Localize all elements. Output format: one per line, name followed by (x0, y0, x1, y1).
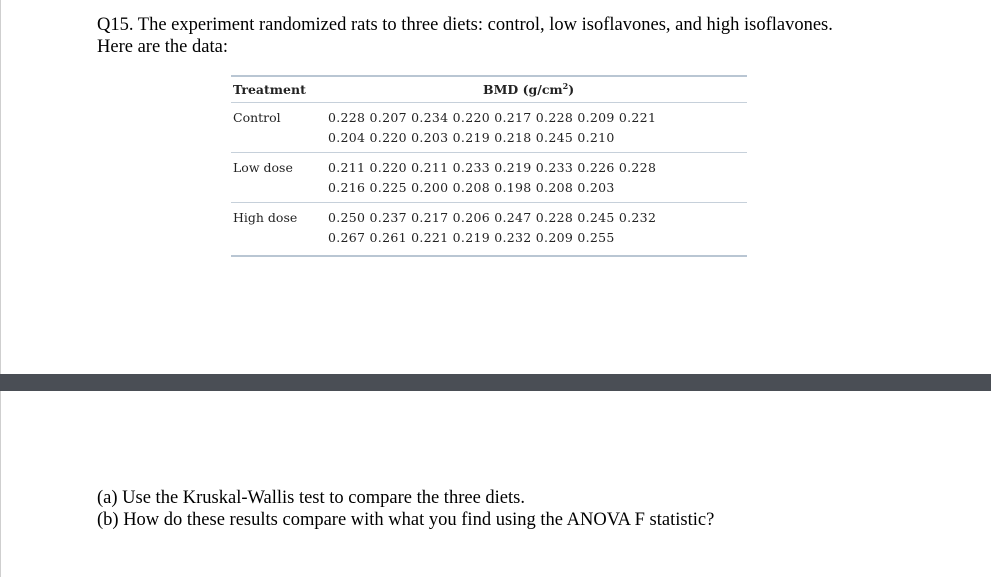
page-2 (0, 391, 991, 577)
question-text (97, 14, 957, 58)
header-bmd-text: BMD (g/cm (483, 82, 563, 98)
header-treatment: Treatment (233, 82, 306, 97)
header-bmd-sup: 2 (562, 81, 569, 92)
row-values-line-2: 0.216 0.225 0.200 0.208 0.198 0.208 0.203 (328, 180, 615, 195)
table-row-low-dose (231, 153, 747, 202)
row-values-line-2: 0.267 0.261 0.221 0.219 0.232 0.209 0.255 (328, 230, 615, 245)
row-values-line-1: 0.211 0.220 0.211 0.233 0.219 0.233 0.226 0.228 (328, 160, 657, 175)
table-header (231, 77, 747, 102)
row-values-line-1: 0.228 0.207 0.234 0.220 0.217 0.228 0.209 0.221 (328, 110, 657, 125)
table-row-control (231, 103, 747, 152)
header-bmd (328, 81, 747, 97)
row-values-control (328, 108, 747, 148)
row-values-line-1: 0.250 0.237 0.217 0.206 0.247 0.228 0.245 0.232 (328, 210, 657, 225)
row-label-high-dose: High dose (233, 210, 298, 225)
part-b: (b) How do these results compare with what you find using the ANOVA F statistic? (97, 510, 715, 530)
bmd-data-table (231, 75, 747, 257)
page-separator (0, 374, 991, 391)
table-bottom-rule (231, 255, 747, 257)
question-line-1: Q15. The experiment randomized rats to three diets: control, low isoflavones, and high isoflavones. (97, 15, 833, 35)
row-values-low-dose (328, 158, 747, 198)
row-label-low-dose: Low dose (233, 160, 293, 175)
question-line-2: Here are the data: (97, 37, 228, 57)
table-row-high-dose (231, 203, 747, 252)
row-label-control: Control (233, 110, 281, 125)
question-parts (97, 487, 957, 531)
row-values-high-dose (328, 208, 747, 248)
part-a: (a) Use the Kruskal-Wallis test to compare the three diets. (97, 488, 525, 508)
header-bmd-close: ) (568, 82, 575, 98)
row-values-line-2: 0.204 0.220 0.203 0.219 0.218 0.245 0.210 (328, 130, 615, 145)
